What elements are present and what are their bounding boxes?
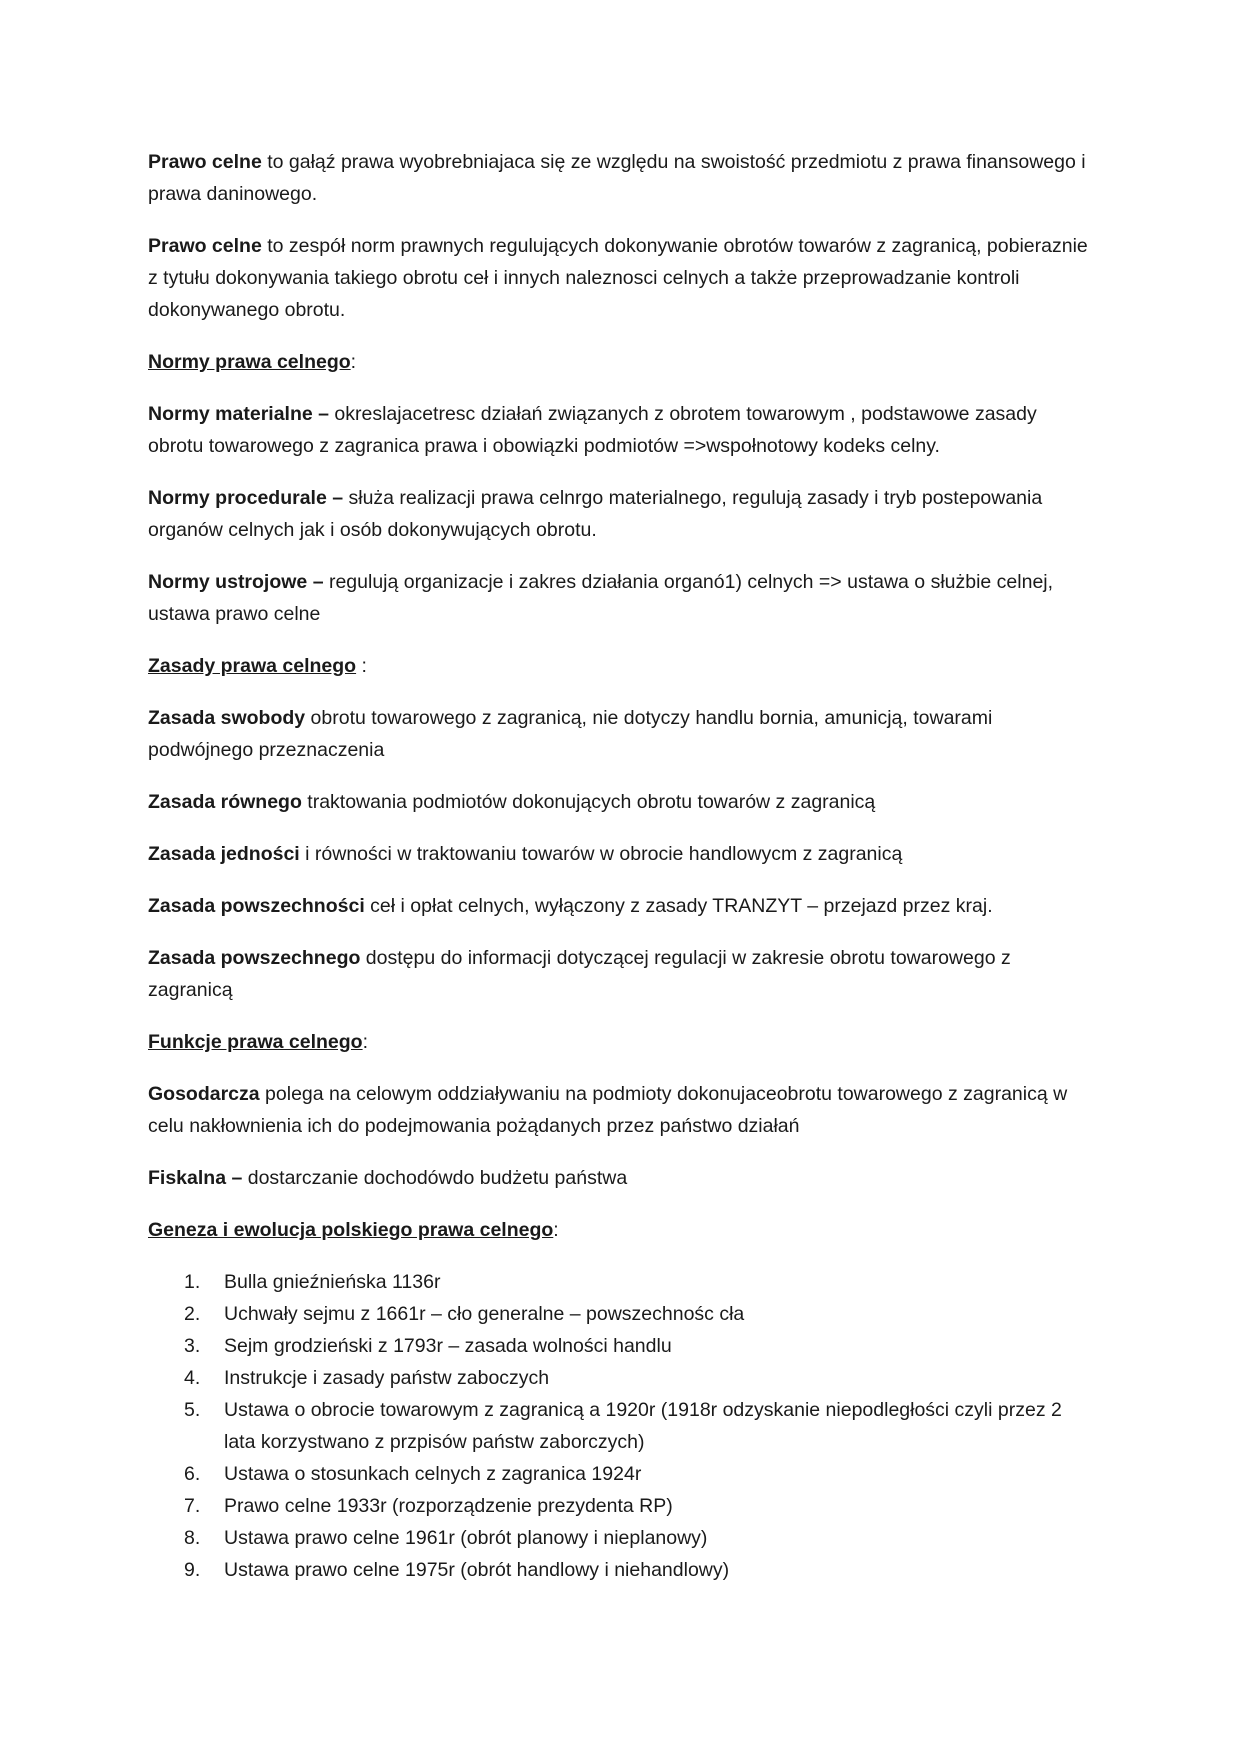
list-text: Ustawa prawo celne 1961r (obrót planowy i nieplanowy) bbox=[224, 1527, 708, 1549]
norm-item bbox=[148, 566, 1088, 630]
heading-suffix: : bbox=[553, 1219, 559, 1241]
definition: to zespół norm prawnych regulujących dokonywanie obrotów towarów z zagranicą, pobieraznie z tytułu dokonywania takiego obrotu ceł i innych naleznosci celnych a także przeprowadzanie kontroli dokonywanego obrotu. bbox=[148, 235, 1088, 321]
list-text: Uchwały sejmu z 1661r – cło generalne – powszechnośc cła bbox=[224, 1303, 745, 1325]
list-item bbox=[148, 1522, 1088, 1554]
definition: obrotu towarowego z zagranicą, nie dotyczy handlu bornia, amunicją, towarami podwójnego przeznaczenia bbox=[148, 707, 993, 761]
definition: ceł i opłat celnych, wyłączony z zasady TRANZYT – przejazd przez kraj. bbox=[364, 895, 993, 917]
term: Normy ustrojowe – bbox=[148, 571, 324, 593]
principle-item bbox=[148, 890, 1088, 922]
heading-suffix: : bbox=[350, 351, 357, 373]
term: Zasada powszechnego bbox=[148, 947, 361, 969]
definition: służa realizacji prawa celnrgo materialnego, regulują zasady i tryb postepowania organów celnych jak i osób dokonywujących obrotu. bbox=[148, 487, 1043, 541]
term: Zasada jedności bbox=[148, 843, 300, 865]
term: Normy procedurale – bbox=[148, 487, 344, 509]
definition: polega na celowym oddziaływaniu na podmioty dokonujaceobrotu towarowego z zagranicą w celu nakłownienia ich do podejmowania pożądanych przez państwo działań bbox=[148, 1083, 1068, 1137]
list-item bbox=[148, 1394, 1088, 1458]
principle-item bbox=[148, 702, 1088, 766]
norm-item bbox=[148, 398, 1088, 462]
list-number: 7. bbox=[184, 1495, 201, 1517]
list-text: Sejm grodzieński z 1793r – zasada wolności handlu bbox=[224, 1335, 672, 1357]
heading-text: Zasady prawa celnego bbox=[148, 655, 357, 677]
definition: to gałąź prawa wyobrebniajaca się ze względu na swoistość przedmiotu z prawa finansowego i prawa daninowego. bbox=[148, 151, 1086, 205]
definition: traktowania podmiotów dokonujących obrotu towarów z zagranicą bbox=[301, 791, 876, 813]
list-item bbox=[148, 1458, 1088, 1490]
principle-item bbox=[148, 838, 1088, 870]
heading-suffix: : bbox=[362, 1031, 368, 1053]
term: Zasada swobody bbox=[148, 707, 306, 729]
function-item bbox=[148, 1078, 1088, 1142]
function-item bbox=[148, 1162, 1088, 1194]
list-number: 6. bbox=[184, 1463, 201, 1485]
list-number: 1. bbox=[184, 1271, 201, 1293]
heading-text: Funkcje prawa celnego bbox=[148, 1031, 363, 1053]
list-text: Ustawa o obrocie towarowym z zagranicą a 1920r (1918r odzyskanie niepodległości czyli przez 2 lata korzystwano z przpisów państw zaborczych) bbox=[224, 1399, 1062, 1453]
heading-text: Normy prawa celnego bbox=[148, 351, 351, 373]
intro-paragraph-1 bbox=[148, 146, 1088, 210]
list-number: 8. bbox=[184, 1527, 201, 1549]
list-number: 3. bbox=[184, 1335, 201, 1357]
list-text: Ustawa o stosunkach celnych z zagranica 1924r bbox=[224, 1463, 642, 1485]
term: Zasada równego bbox=[148, 791, 302, 813]
list-item bbox=[148, 1362, 1088, 1394]
list-item bbox=[148, 1330, 1088, 1362]
section-heading-principles bbox=[148, 650, 1088, 682]
term: Gosodarcza bbox=[148, 1083, 260, 1105]
document-page bbox=[148, 146, 1088, 1586]
term: Prawo celne bbox=[148, 151, 262, 173]
list-number: 2. bbox=[184, 1303, 201, 1325]
heading-suffix: : bbox=[356, 655, 367, 677]
definition: okreslajacetresc działań związanych z obrotem towarowym , podstawowe zasady obrotu towarowego z zagranica prawa i obowiązki podmiotów =>wspołnotowy kodeks celny. bbox=[148, 403, 1037, 457]
term: Prawo celne bbox=[148, 235, 262, 257]
section-heading-functions bbox=[148, 1026, 1088, 1058]
list-item bbox=[148, 1490, 1088, 1522]
definition: regulują organizacje i zakres działania organó1) celnych => ustawa o służbie celnej, ustawa prawo celne bbox=[148, 571, 1054, 625]
principle-item bbox=[148, 942, 1088, 1006]
history-list bbox=[148, 1266, 1088, 1586]
section-heading-norms bbox=[148, 346, 1088, 378]
norm-item bbox=[148, 482, 1088, 546]
list-item bbox=[148, 1266, 1088, 1298]
list-item bbox=[148, 1298, 1088, 1330]
heading-text: Geneza i ewolucja polskiego prawa celnego bbox=[148, 1219, 554, 1241]
definition: dostępu do informacji dotyczącej regulacji w zakresie obrotu towarowego z zagranicą bbox=[148, 947, 1011, 1001]
list-text: Instrukcje i zasady państw zaboczych bbox=[224, 1367, 550, 1389]
list-text: Bulla gnieźnieńska 1136r bbox=[224, 1271, 441, 1293]
term: Fiskalna – bbox=[148, 1167, 243, 1189]
list-text: Prawo celne 1933r (rozporządzenie prezydenta RP) bbox=[224, 1495, 673, 1517]
list-item bbox=[148, 1554, 1088, 1586]
list-number: 9. bbox=[184, 1559, 201, 1581]
principle-item bbox=[148, 786, 1088, 818]
list-number: 4. bbox=[184, 1367, 201, 1389]
definition: dostarczanie dochodówdo budżetu państwa bbox=[242, 1167, 628, 1189]
intro-paragraph-2 bbox=[148, 230, 1088, 326]
section-heading-history bbox=[148, 1214, 1088, 1246]
definition: i równości w traktowaniu towarów w obrocie handlowycm z zagranicą bbox=[299, 843, 903, 865]
list-number: 5. bbox=[184, 1399, 201, 1421]
list-text: Ustawa prawo celne 1975r (obrót handlowy i niehandlowy) bbox=[224, 1559, 730, 1581]
term: Normy materialne – bbox=[148, 403, 329, 425]
term: Zasada powszechności bbox=[148, 895, 365, 917]
